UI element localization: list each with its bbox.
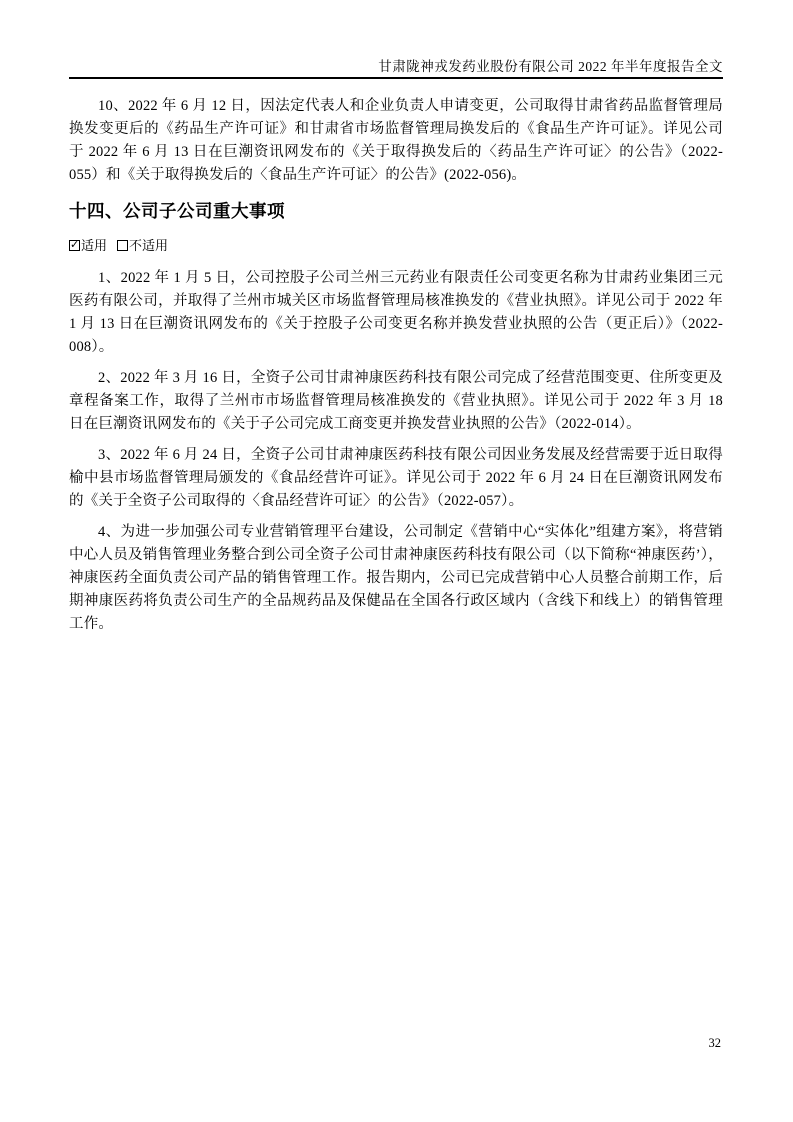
applicability-row bbox=[69, 238, 723, 253]
not-applicable-label: 不适用 bbox=[129, 238, 169, 253]
applicable-label: 适用 bbox=[81, 238, 108, 253]
check-icon: ✓ bbox=[70, 238, 80, 251]
applicable-checkbox-checked bbox=[69, 240, 80, 251]
page-number: 32 bbox=[708, 1036, 721, 1050]
paragraph-3: 3、2022 年 6 月 24 日，全资子公司甘肃神康医药科技有限公司因业务发展及经营需要于近日取得榆中县市场监督管理局颁发的《食品经营许可证》。详见公司于 2022 年 6 月 24 日在巨潮资讯网发布的《关于全资子公司取得的〈食品经营许可证〉的公告》（2022-057）。 bbox=[69, 447, 723, 509]
paragraph-1: 1、2022 年 1 月 5 日，公司控股子公司兰州三元药业有限责任公司变更名称为甘肃药业集团三元医药有限公司，并取得了兰州市城关区市场监督管理局核准换发的《营业执照》。详见公司于 2022 年 1 月 13 日在巨潮资讯网发布的《关于控股子公司变更名称并换发营业执照的公告（更正后）》（2022-008）。 bbox=[69, 270, 723, 355]
paragraph-10: 10、2022 年 6 月 12 日，因法定代表人和企业负责人申请变更，公司取得甘肃省药品监督管理局换发变更后的《药品生产许可证》和甘肃省市场监督管理局换发后的《食品生产许可证》。详见公司于 2022 年 6 月 13 日在巨潮资讯网发布的《关于取得换发后的〈药品生产许可证〉的公告》（2022-055）和《关于取得换发后的〈食品生产许可证〉的公告》(2022-056)。 bbox=[69, 98, 723, 183]
section-heading: 十四、公司子公司重大事项 bbox=[69, 201, 285, 221]
header-title: 甘肃陇神戎发药业股份有限公司 2022 年半年度报告全文 bbox=[378, 59, 723, 74]
page-header bbox=[69, 0, 723, 79]
paragraph-4: 4、为进一步加强公司专业营销管理平台建设，公司制定《营销中心“实体化”组建方案》，将营销中心人员及销售管理业务整合到公司全资子公司甘肃神康医药科技有限公司（以下简称“神康医药’），神康医药全面负责公司产品的销售管理工作。报告期内，公司已完成营销中心人员整合前期工作，后期神康医药将负责公司生产的全品规药品及保健品在全国各行政区域内（含线下和线上）的销售管理工作。 bbox=[69, 524, 723, 632]
not-applicable-checkbox-unchecked bbox=[117, 240, 128, 251]
paragraph-2: 2、2022 年 3 月 16 日，全资子公司甘肃神康医药科技有限公司完成了经营范围变更、住所变更及章程备案工作，取得了兰州市市场监督管理局核准换发的《营业执照》。详见公司于 2022 年 3 月 18 日在巨潮资讯网发布的《关于子公司完成工商变更并换发营业执照的公告》（2022-014）。 bbox=[69, 370, 723, 432]
